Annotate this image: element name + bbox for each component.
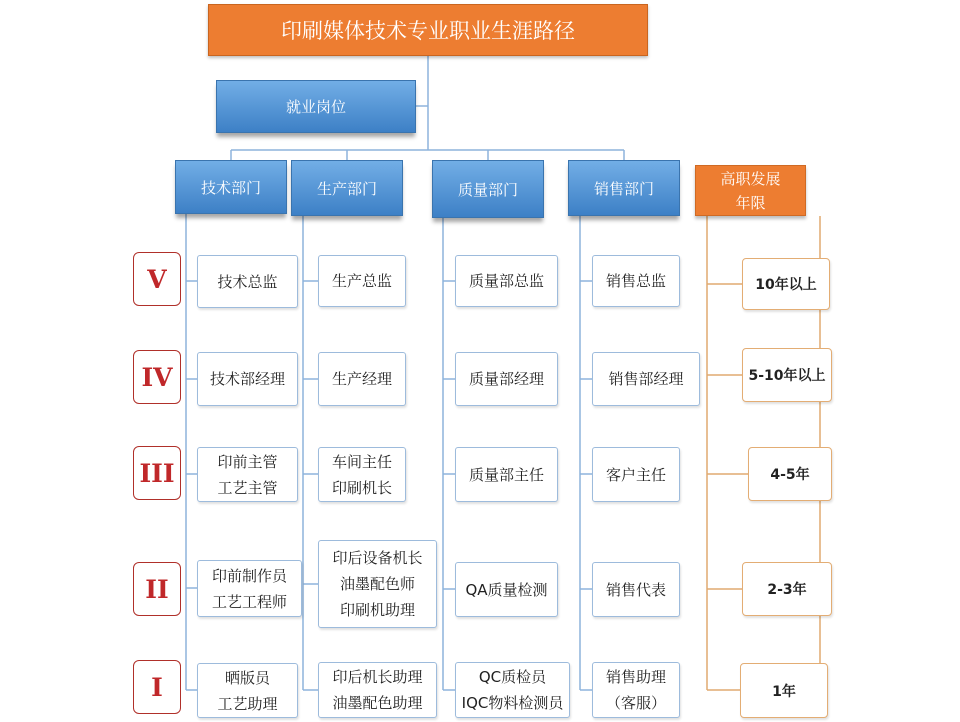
years-header-line: 年限 [735, 193, 766, 212]
position-label: QA质量检测 [465, 580, 548, 599]
position-label: 印后机长助理 [332, 668, 423, 686]
position-label: 油墨配色师 [339, 575, 415, 593]
position-label: 印前主管 [217, 452, 278, 471]
years-box: 1年 [740, 663, 828, 718]
position-box [318, 447, 406, 502]
years-box: 2-3年 [742, 562, 832, 616]
position-label: （客服） [605, 694, 666, 712]
position-label: 质量部总监 [468, 272, 544, 290]
position-box [318, 255, 406, 307]
position-box [592, 255, 680, 307]
position-label: 质量部经理 [468, 370, 544, 388]
position-box [455, 447, 558, 502]
position-label: 印刷机助理 [339, 601, 415, 619]
position-box [197, 352, 298, 406]
position-label: 销售助理 [605, 668, 666, 686]
dept-production: 生产部门 [291, 160, 403, 216]
position-box [592, 562, 680, 617]
position-label: 技术部经理 [209, 370, 285, 388]
position-label: QC质检员 [478, 668, 547, 686]
position-box [592, 447, 680, 502]
position-label: 销售代表 [605, 580, 666, 599]
position-label: 车间主任 [331, 452, 392, 471]
position-label: 工艺工程师 [211, 592, 287, 611]
position-label: 工艺主管 [217, 478, 278, 497]
position-box [455, 562, 558, 617]
position-label: IQC物料检测员 [461, 694, 564, 712]
position-label: 销售部经理 [608, 370, 684, 388]
years-box: 5-10年以上 [742, 348, 832, 402]
years-header [695, 165, 806, 216]
level-badge-2: II [133, 562, 181, 616]
years-box: 4-5年 [748, 447, 832, 501]
position-label: 生产总监 [331, 272, 392, 290]
position-box [318, 352, 406, 406]
dept-sales: 销售部门 [568, 160, 680, 216]
position-label: 客户主任 [605, 465, 666, 484]
position-label: 销售总监 [605, 272, 666, 290]
level-badge-3: III [133, 446, 181, 500]
position-label: 晒版员 [224, 668, 270, 687]
diagram-title: 印刷媒体技术专业职业生涯路径 [208, 4, 648, 56]
employment-box: 就业岗位 [216, 80, 416, 133]
years-header-line: 高职发展 [720, 169, 781, 188]
level-badge-1: I [133, 660, 181, 714]
years-box: 10年以上 [742, 258, 830, 310]
position-label: 技术总监 [217, 272, 278, 291]
position-box [197, 255, 298, 308]
position-box [318, 540, 437, 628]
level-badge-5: V [133, 252, 181, 306]
position-box [197, 663, 298, 718]
position-label: 生产经理 [331, 370, 392, 388]
position-box [318, 662, 437, 718]
position-label: 印刷机长 [331, 478, 392, 497]
position-label: 质量部主任 [468, 465, 544, 484]
dept-quality: 质量部门 [432, 160, 544, 218]
level-badge-4: IV [133, 350, 181, 404]
position-label: 印前制作员 [211, 566, 287, 585]
dept-tech: 技术部门 [175, 160, 287, 214]
position-label: 油墨配色助理 [332, 694, 423, 712]
position-box [455, 352, 558, 406]
position-label: 印后设备机长 [332, 549, 423, 567]
position-box [455, 662, 570, 718]
position-label: 工艺助理 [217, 694, 278, 713]
position-box [455, 255, 558, 307]
position-box [592, 662, 680, 718]
position-box [197, 447, 298, 502]
position-box [197, 560, 302, 617]
position-box [592, 352, 700, 406]
